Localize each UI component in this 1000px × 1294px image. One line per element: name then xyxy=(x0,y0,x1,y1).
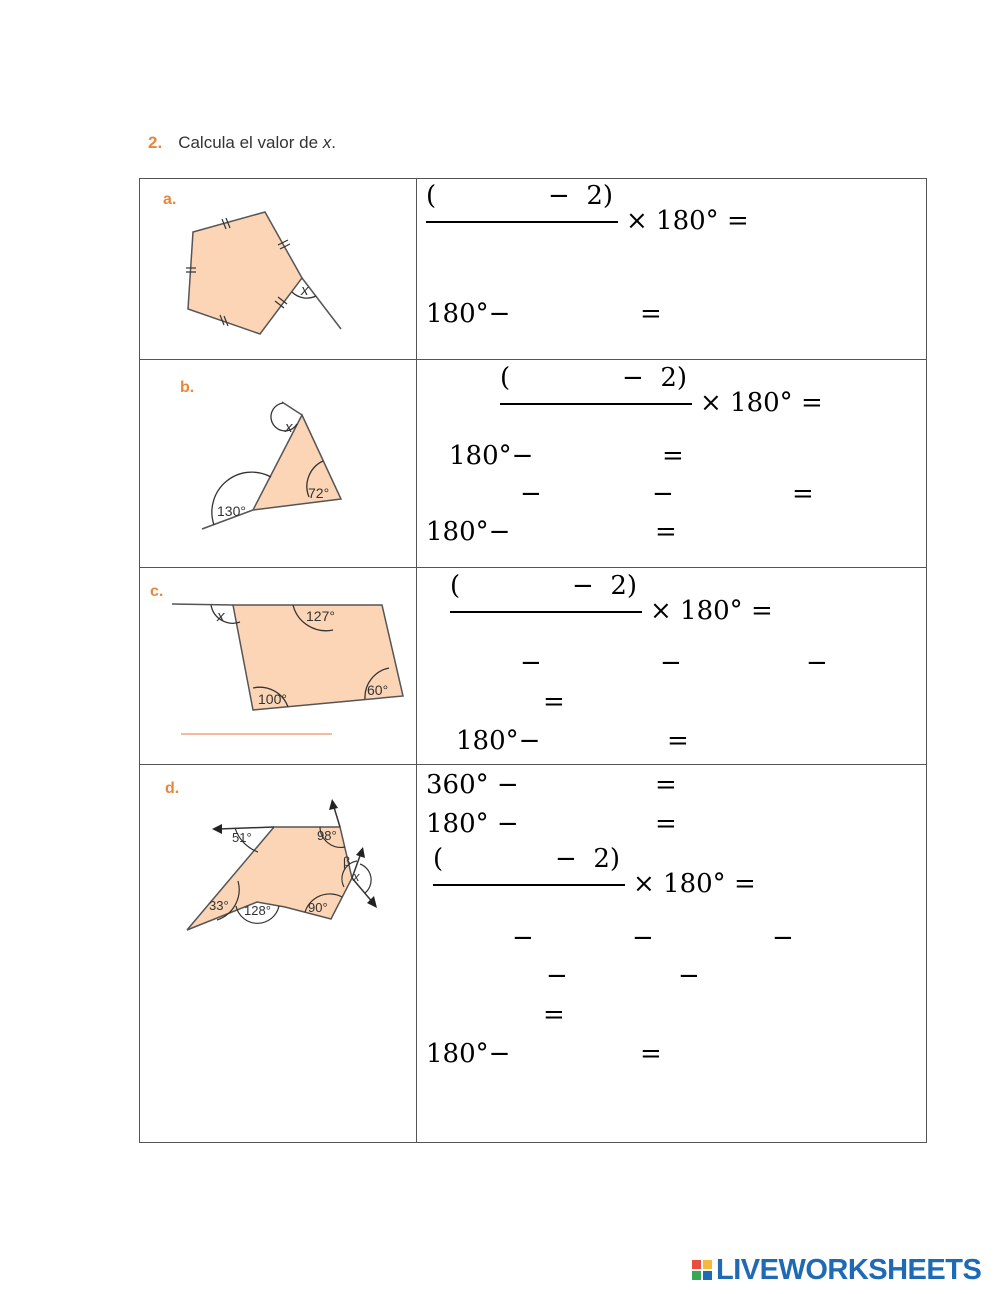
exercise-period: . xyxy=(331,133,337,152)
hexagon-figure xyxy=(180,795,390,940)
table-row-divider xyxy=(139,359,927,360)
angle-label-90: 90° xyxy=(308,900,328,915)
table-row-divider xyxy=(139,567,927,568)
table-row-divider xyxy=(139,764,927,765)
logo-brand-text: LIVEWORKSHEETS xyxy=(716,1253,982,1286)
formula-b-minus-b: − xyxy=(652,479,674,509)
angle-label-98: 98° xyxy=(317,828,337,843)
quadrilateral-figure xyxy=(170,598,410,738)
formula-c-minus-a: − xyxy=(520,648,542,678)
formula-b-times: × 180° = xyxy=(700,388,823,418)
formula-a-open-paren: ( xyxy=(426,181,437,211)
angle-label-51: 51° xyxy=(232,830,252,845)
formula-d-line1: 360° − xyxy=(426,770,519,800)
formula-b-line2: 180°− xyxy=(449,441,534,471)
pentagon-shape xyxy=(188,212,302,334)
row-d-label: d. xyxy=(165,780,180,797)
formula-b-line2-equals: = xyxy=(662,441,684,471)
formula-d-minus-two: − 2) xyxy=(555,844,620,874)
angle-label-127: 127° xyxy=(306,608,335,624)
formula-d-line2-equals: = xyxy=(655,809,677,839)
angle-label-beta: β xyxy=(343,854,351,869)
table-border-bottom xyxy=(139,1142,927,1143)
logo-square xyxy=(692,1260,701,1269)
formula-c-minus-c: − xyxy=(806,648,828,678)
table-border-top xyxy=(139,178,927,179)
extended-top-line xyxy=(282,402,302,415)
liveworksheets-logo xyxy=(692,1253,981,1287)
formula-c-open-paren: ( xyxy=(450,571,461,601)
exercise-heading xyxy=(148,133,336,153)
angle-label-130: 130° xyxy=(217,503,246,519)
row-b-label: b. xyxy=(180,379,195,396)
formula-b-minus-a: − xyxy=(520,479,542,509)
angle-arc-x xyxy=(271,403,297,431)
logo-square xyxy=(692,1271,701,1280)
angle-label-x: x xyxy=(217,608,225,625)
formula-a-fraction-bar xyxy=(426,221,618,223)
logo-mark-icon xyxy=(692,1260,712,1280)
formula-c-minus-two: − 2) xyxy=(572,571,637,601)
table-border-left xyxy=(139,178,140,1143)
formula-a-line2-equals: = xyxy=(640,299,662,329)
formula-d-line4: 180°− xyxy=(426,1039,511,1069)
formula-a-times: × 180° = xyxy=(626,206,749,236)
formula-a-line2: 180°− xyxy=(426,299,511,329)
formula-c-line3-equals: = xyxy=(667,726,689,756)
angle-label-33: 33° xyxy=(209,898,229,913)
formula-b-line4-equals: = xyxy=(655,517,677,547)
pentagon-figure xyxy=(175,205,355,335)
formula-c-minus-b: − xyxy=(660,648,682,678)
row-a-label: a. xyxy=(163,191,177,208)
formula-c-line3: 180°− xyxy=(456,726,541,756)
formula-b-minus-two: − 2) xyxy=(622,363,687,393)
triangle-figure xyxy=(195,395,355,535)
formula-d-minus-e: − xyxy=(678,961,700,991)
angle-label-x: x xyxy=(353,869,360,884)
angle-label-x: x xyxy=(301,282,309,299)
formula-c-fraction-bar xyxy=(450,611,642,613)
arrow-line-51 xyxy=(218,827,274,829)
table-column-divider xyxy=(416,178,417,1143)
exercise-instruction: Calcula el valor de xyxy=(178,133,319,152)
formula-c-line2-equals: = xyxy=(543,687,565,717)
formula-d-line2: 180° − xyxy=(426,809,519,839)
angle-label-60: 60° xyxy=(367,682,389,698)
formula-b-line4: 180°− xyxy=(426,517,511,547)
angle-label-100: 100° xyxy=(258,691,287,707)
angle-label-72: 72° xyxy=(308,485,330,501)
exercise-number: 2. xyxy=(148,133,163,152)
formula-d-line1-equals: = xyxy=(655,770,677,800)
formula-d-line4-equals: = xyxy=(640,1039,662,1069)
formula-b-line3-equals: = xyxy=(792,479,814,509)
arrowhead-51 xyxy=(212,824,222,834)
logo-square xyxy=(703,1271,712,1280)
formula-c-times: × 180° = xyxy=(650,596,773,626)
formula-a-minus-two: − 2) xyxy=(548,181,613,211)
extended-top-line xyxy=(172,604,233,605)
exercise-variable: x xyxy=(322,133,332,152)
formula-d-minus-c: − xyxy=(772,923,794,953)
formula-d-open-paren: ( xyxy=(433,844,444,874)
arrowhead-98 xyxy=(329,799,338,810)
formula-b-fraction-bar xyxy=(500,403,692,405)
angle-label-x: x xyxy=(285,419,293,436)
row-c-label: c. xyxy=(150,583,164,600)
formula-b-open-paren: ( xyxy=(500,363,511,393)
formula-d-line3-equals: = xyxy=(543,1000,565,1030)
table-border-right xyxy=(926,178,927,1143)
formula-d-minus-d: − xyxy=(546,961,568,991)
arrowhead-beta xyxy=(356,847,365,858)
logo-square xyxy=(703,1260,712,1269)
formula-d-minus-b: − xyxy=(632,923,654,953)
formula-d-minus-a: − xyxy=(512,923,534,953)
angle-label-128: 128° xyxy=(244,903,271,918)
formula-d-fraction-bar xyxy=(433,884,625,886)
formula-d-times: × 180° = xyxy=(633,869,756,899)
